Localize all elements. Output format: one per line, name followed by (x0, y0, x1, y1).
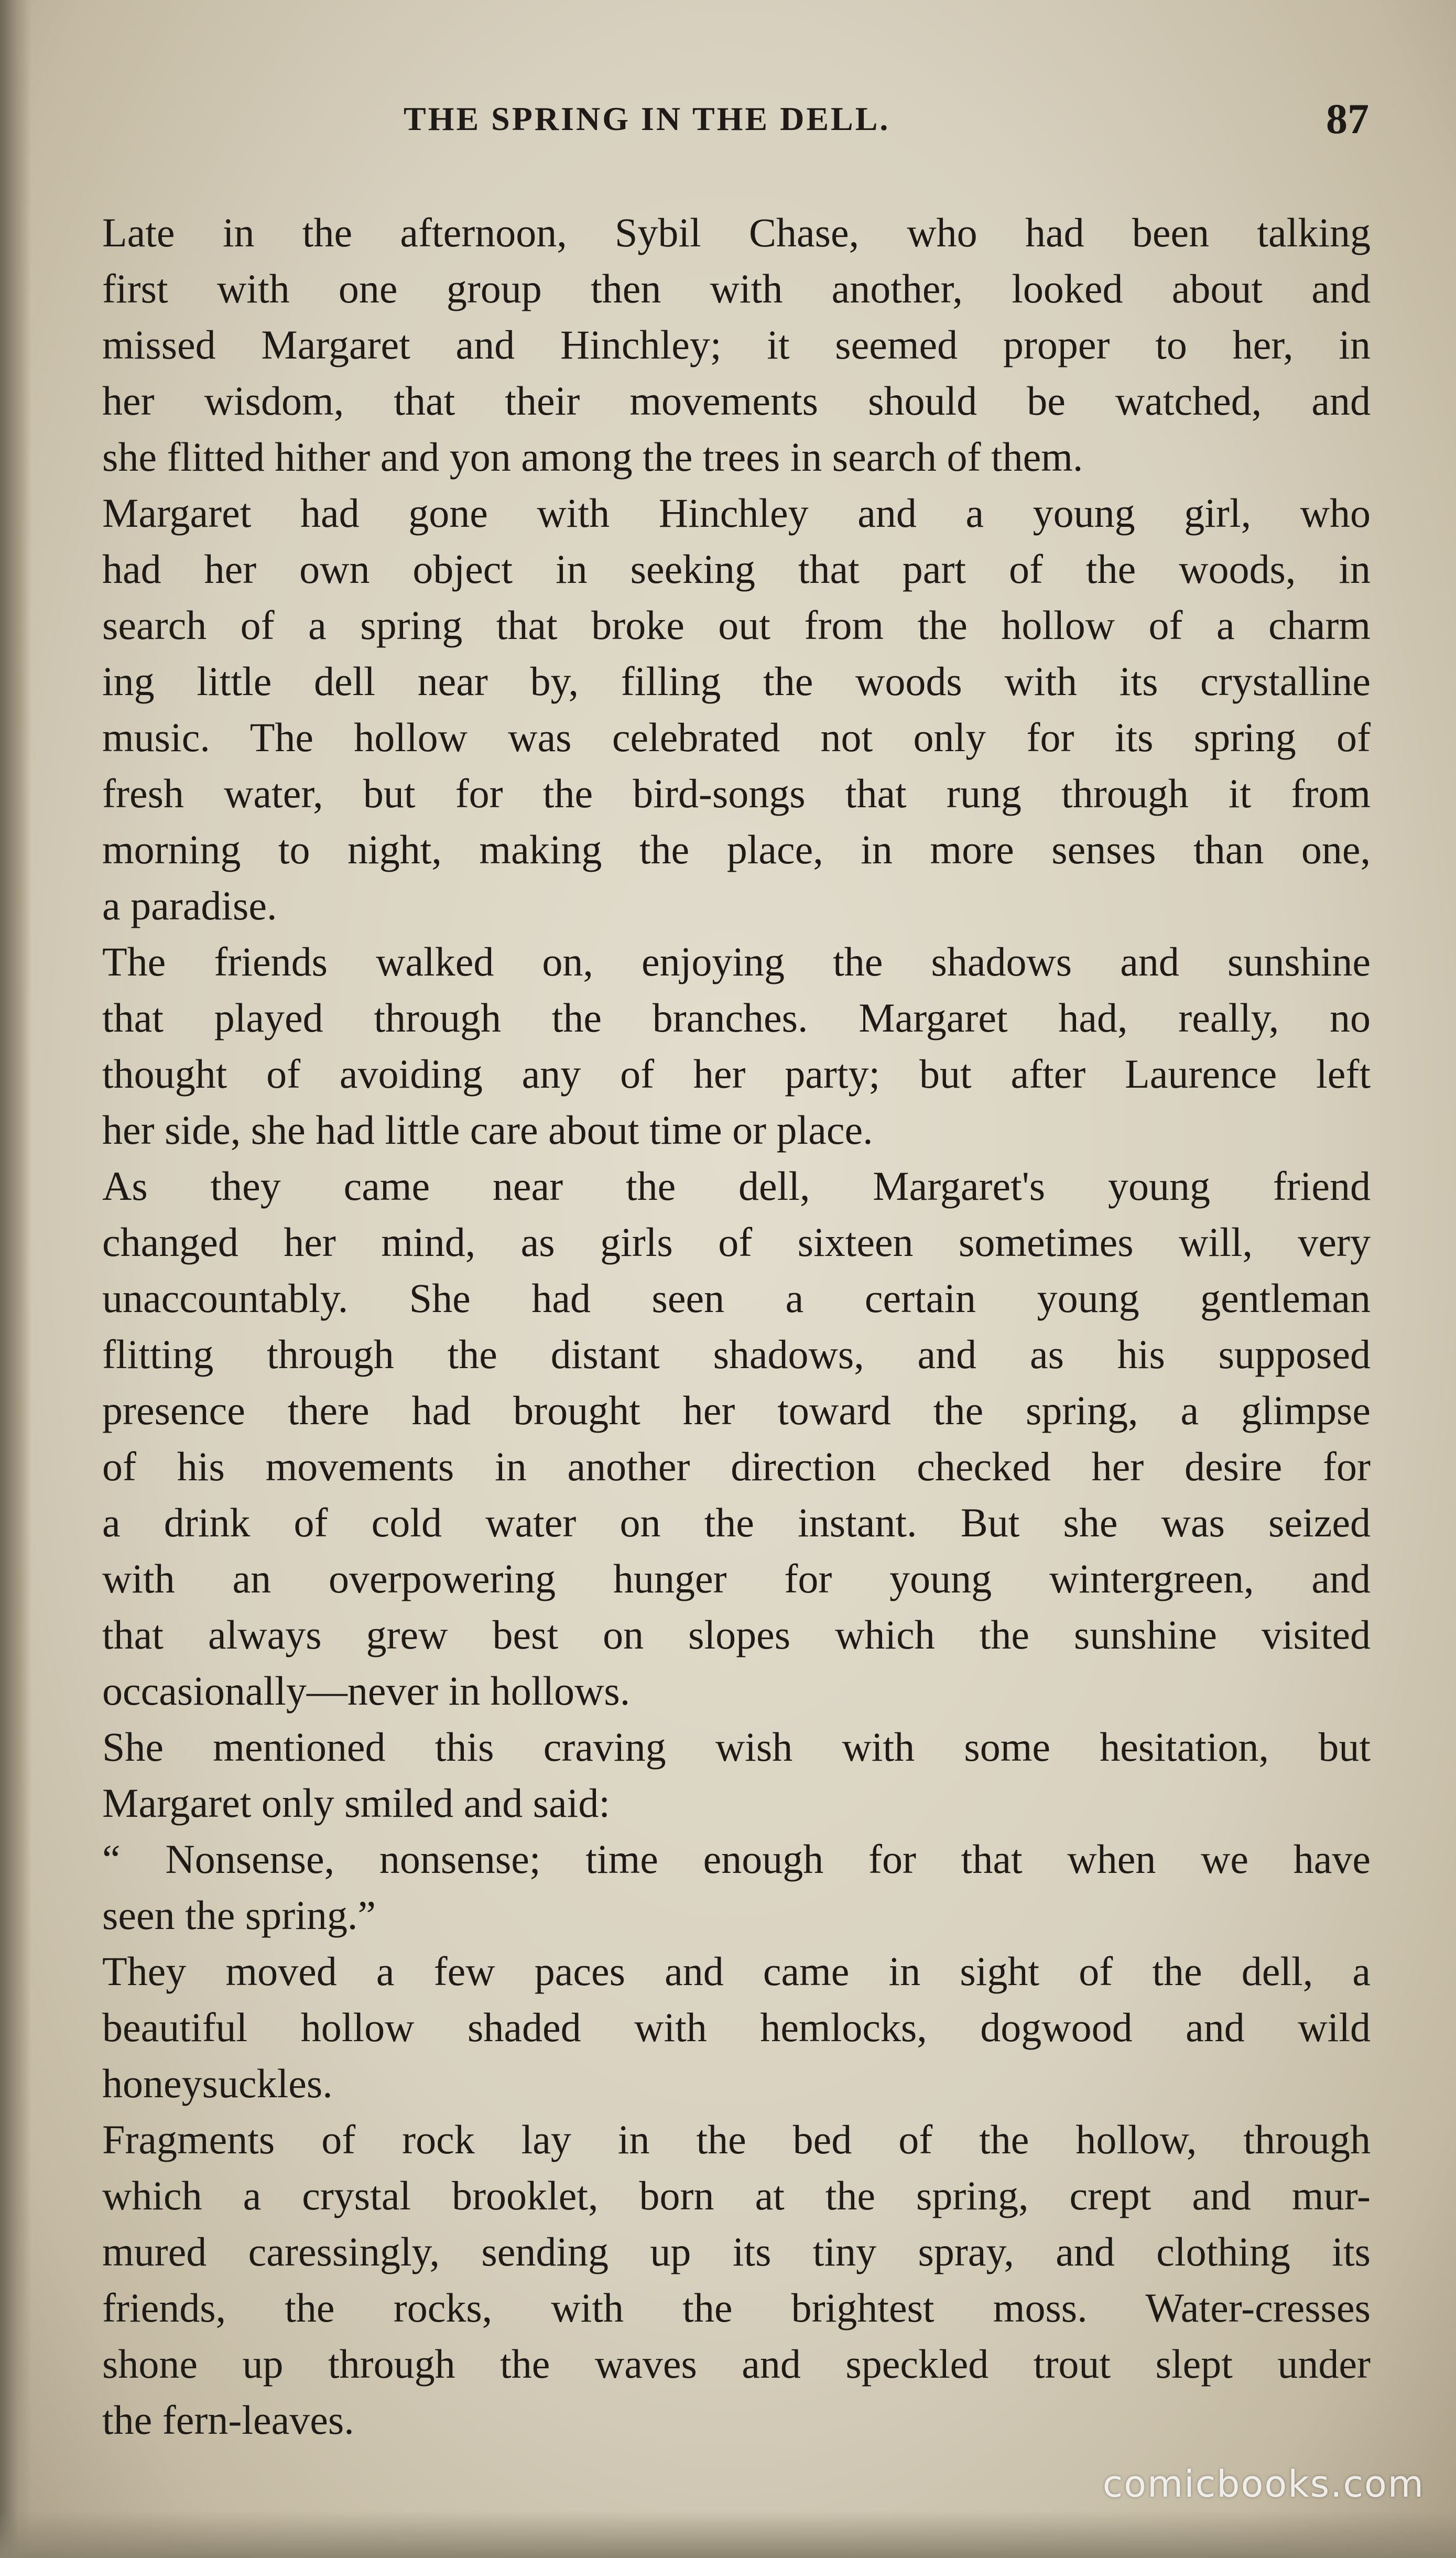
text-line: seen the spring.” (102, 1892, 376, 1938)
text-line: beautiful hollow shaded with hemlocks, dogwood and wild (102, 2004, 1371, 2050)
text-line: As they came near the dell, Margaret's young friend (102, 1163, 1371, 1209)
running-head (0, 95, 1456, 162)
text-line: Margaret had gone with Hinchley and a young girl, who (102, 490, 1371, 536)
text-line: that always grew best on slopes which the sunshine visited (102, 1612, 1371, 1657)
watermark-logo: comicbooks.com (1102, 2463, 1425, 2506)
paragraph (39, 1943, 1371, 2111)
text-line: They moved a few paces and came in sight of the dell, a (102, 1948, 1371, 1994)
text-line: a paradise. (102, 883, 277, 928)
text-line: flitting through the distant shadows, and as his supposed (102, 1331, 1371, 1377)
text-line: The friends walked on, enjoying the shadows and sunshine (102, 939, 1371, 984)
text-line: had her own object in seeking that part of the woods, in (102, 546, 1371, 592)
text-line: first with one group then with another, looked about and (102, 266, 1371, 311)
text-line: with an overpowering hunger for young wintergreen, and (102, 1556, 1371, 1601)
paragraph (39, 934, 1371, 1158)
paragraph (39, 485, 1371, 934)
text-line: mured caressingly, sending up its tiny spray, and clothing its (102, 2229, 1371, 2274)
text-line: a drink of cold water on the instant. But she was seized (102, 1500, 1371, 1545)
text-line: friends, the rocks, with the brightest moss. Water-cresses (102, 2285, 1371, 2331)
page-number: 87 (1326, 95, 1369, 143)
text-line: Late in the afternoon, Sybil Chase, who had been talking (102, 210, 1371, 255)
text-line: Fragments of rock lay in the bed of the hollow, through (102, 2117, 1371, 2162)
paragraph (39, 1158, 1371, 1719)
text-line: occasionally—never in hollows. (102, 1668, 631, 1714)
text-line: honeysuckles. (102, 2061, 333, 2106)
text-line: unaccountably. She had seen a certain young gentleman (102, 1275, 1371, 1321)
paragraph (39, 2111, 1371, 2448)
text-line: her side, she had little care about time or place. (102, 1107, 873, 1153)
body-text (39, 204, 1371, 2448)
text-line: Margaret only smiled and said: (102, 1780, 611, 1826)
text-line: music. The hollow was celebrated not only for its spring of (102, 714, 1371, 760)
text-line: fresh water, but for the bird-songs that rung through it from (102, 771, 1371, 816)
text-line: she flitted hither and yon among the trees in search of them. (102, 434, 1083, 480)
text-line: her wisdom, that their movements should be watched, and (102, 378, 1371, 424)
text-line: shone up through the waves and speckled trout slept under (102, 2341, 1371, 2387)
text-line: the fern-leaves. (102, 2397, 354, 2443)
text-line: thought of avoiding any of her party; but after Laurence left (102, 1051, 1371, 1097)
paragraph (39, 204, 1371, 485)
text-line: presence there had brought her toward the spring, a glimpse (102, 1388, 1371, 1433)
text-line: which a crystal brooklet, born at the spring, crept and mur- (102, 2173, 1371, 2218)
paragraph (39, 1831, 1371, 1943)
paragraph (39, 1719, 1371, 1831)
text-line: morning to night, making the place, in more senses than one, (102, 827, 1371, 872)
text-line: missed Margaret and Hinchley; it seemed proper to her, in (102, 322, 1371, 367)
text-line: of his movements in another direction checked her desire for (102, 1444, 1371, 1489)
text-line: changed her mind, as girls of sixteen sometimes will, very (102, 1219, 1371, 1265)
text-line: “ Nonsense, nonsense; time enough for that when we have (102, 1836, 1371, 1882)
text-line: search of a spring that broke out from the hollow of a charm (102, 602, 1371, 648)
text-line: She mentioned this craving wish with some hesitation, but (102, 1724, 1371, 1770)
text-line: ing little dell near by, filling the woods with its crystalline (102, 658, 1371, 704)
page-edge-shadow (0, 0, 31, 2558)
page-bottom-shadow (0, 2511, 1456, 2558)
running-title: THE SPRING IN THE DELL. (404, 100, 890, 137)
text-line: that played through the branches. Margaret had, really, no (102, 995, 1371, 1040)
